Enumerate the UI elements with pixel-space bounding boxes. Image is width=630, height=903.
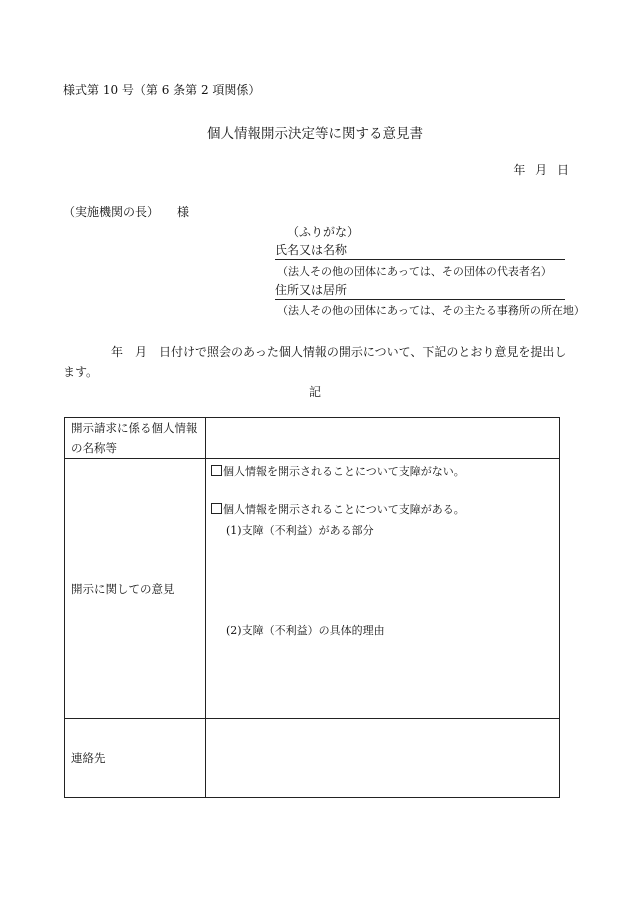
checkbox-no-objection[interactable] (211, 465, 222, 476)
contact-input-cell[interactable] (206, 719, 560, 798)
info-name-input-cell[interactable] (206, 418, 560, 459)
date-line: 年 月 日 (513, 163, 569, 177)
contact-label-cell (65, 719, 206, 798)
info-name-label-cell (65, 418, 206, 459)
sub-item-objection-reason: (2)支障（不利益）の具体的理由 (226, 624, 385, 637)
recipient-line (63, 203, 189, 220)
document-title: 個人情報開示決定等に関する意見書 (207, 126, 423, 142)
ki-heading: 記 (308, 385, 321, 399)
body-text: 年 月 日付けで照会のあった個人情報の開示について、下記のとおり意見を提出します。 (63, 345, 567, 379)
table-row-contact (65, 719, 560, 798)
opinion-label-cell (65, 459, 206, 719)
name-field-label: 氏名又は名称 (275, 241, 565, 260)
form-number: 様式第 10 号（第 6 条第 2 項関係） (63, 83, 261, 97)
address-note: （法人その他の団体にあっては、その主たる事務所の所在地） (277, 304, 585, 317)
table-row-info-name (65, 418, 560, 459)
opinion-table (64, 417, 560, 798)
opinion-label: 開示に関しての意見 (71, 581, 175, 596)
opinion-options (206, 459, 559, 718)
info-name-label: 開示請求に係る個人情報の名称等 (71, 421, 198, 455)
option-objection-label: 個人情報を開示されることについて支障がある。 (223, 503, 465, 516)
sub-item-objection-part: (1)支障（不利益）がある部分 (226, 524, 374, 537)
option-objection[interactable] (211, 501, 465, 517)
checkbox-objection[interactable] (211, 503, 222, 514)
option-no-objection-label: 個人情報を開示されることについて支障がない。 (223, 465, 465, 478)
table-row-opinion (65, 459, 560, 719)
recipient-honorific: 様 (177, 205, 190, 219)
opinion-content-cell (206, 459, 560, 719)
contact-label: 連絡先 (71, 751, 106, 765)
option-no-objection[interactable] (211, 463, 465, 479)
address-field-label: 住所又は居所 (275, 281, 565, 300)
furigana-label: （ふりがな） (287, 225, 360, 239)
body-paragraph (63, 342, 569, 382)
recipient-label: （実施機関の長） (63, 205, 160, 219)
name-note: （法人その他の団体にあっては、その団体の代表者名） (277, 265, 552, 278)
